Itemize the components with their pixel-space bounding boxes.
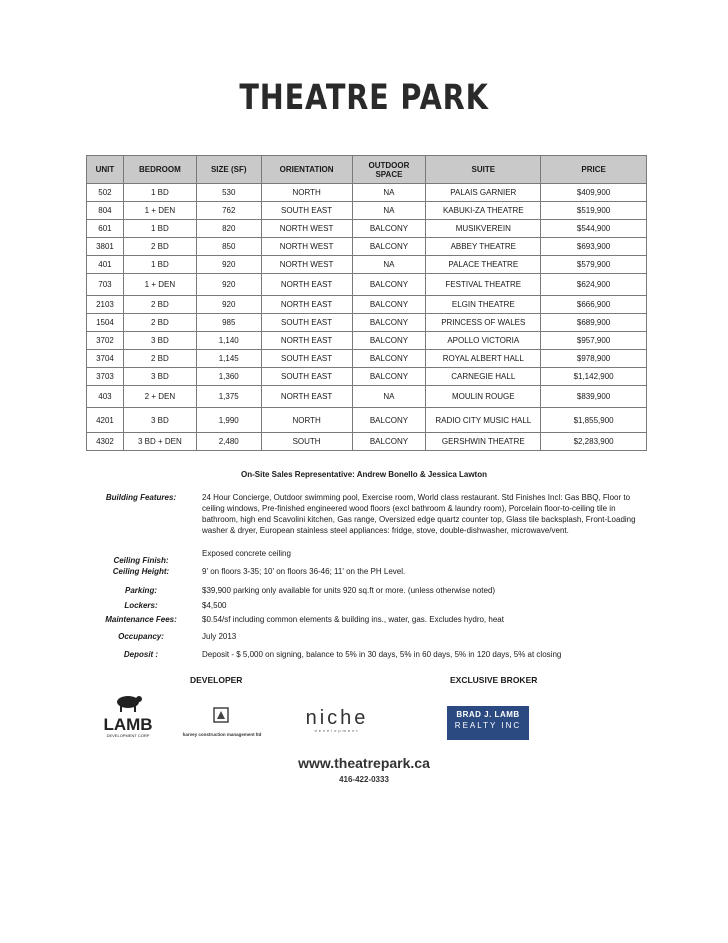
cell-unit: 4302 [87,433,124,451]
header-unit: UNIT [87,156,124,184]
cell-unit: 3704 [87,350,124,368]
cell-orientation: SOUTH EAST [261,314,352,332]
deposit-value: Deposit - $ 5,000 on signing, balance to 5% in 30 days, 5% in 60 days, 5% in 120 days, 5% at closing [202,650,562,659]
cell-orientation: NORTH [261,408,352,433]
header-outdoor-space: OUTDOOR SPACE [352,156,426,184]
cell-orientation: NORTH WEST [261,220,352,238]
table-row [87,433,647,451]
cell-unit: 3801 [87,238,124,256]
cell-suite: APOLLO VICTORIA [426,332,541,350]
cell-price: $666,900 [541,296,647,314]
cell-size: 1,375 [196,386,261,408]
lockers-label: Lockers: [124,601,158,610]
header-orientation: ORIENTATION [261,156,352,184]
cell-size: 1,360 [196,368,261,386]
occupancy-label: Occupancy: [118,632,164,641]
cell-size: 762 [196,202,261,220]
cell-orientation: SOUTH EAST [261,202,352,220]
cell-bedroom: 1 BD [123,220,196,238]
parking-label: Parking: [124,586,157,595]
building-features-value: 24 Hour Concierge, Outdoor swimming pool, Exercise room, World class restaurant. Std Finishes Incl: Gas BBQ, Floor to ceiling windows, Pre-finished engineered wood floors (excl bathroom & laundry room), Porcelain floor-to-ceiling tile in bathroom, high end Scavolini kitchen, Gas range, Oversized edge quartz counter top, Glass tile backsplash, Front-Loading washer & dryer, European stainless steel appliances: fridge, stove, double-dishwasher, microwave/vent. [202,493,636,535]
cell-outdoor-space: NA [352,386,426,408]
cell-orientation: SOUTH EAST [261,368,352,386]
cell-unit: 3702 [87,332,124,350]
cell-bedroom: 3 BD + DEN [123,433,196,451]
cell-bedroom: 1 + DEN [123,202,196,220]
cell-price: $544,900 [541,220,647,238]
cell-outdoor-space: NA [352,256,426,274]
niche-logo [302,708,372,738]
cell-bedroom: 3 BD [123,332,196,350]
table-row [87,386,647,408]
cell-bedroom: 2 BD [123,238,196,256]
developer-label: DEVELOPER [190,675,243,685]
broker-label: EXCLUSIVE BROKER [450,675,538,685]
website-link[interactable]: www.theatrepark.ca [298,755,430,771]
cell-price: $2,283,900 [541,433,647,451]
cell-size: 920 [196,296,261,314]
cell-outdoor-space: NA [352,202,426,220]
cell-price: $693,900 [541,238,647,256]
cell-bedroom: 1 + DEN [123,274,196,296]
building-features-label: Building Features: [105,493,177,502]
cell-orientation: NORTH EAST [261,296,352,314]
cell-bedroom: 3 BD [123,408,196,433]
cell-orientation: NORTH EAST [261,332,352,350]
cell-outdoor-space: BALCONY [352,238,426,256]
ceiling-finish-label: Ceiling Finish: [113,556,169,565]
cell-unit: 4201 [87,408,124,433]
ceiling-height-label: Ceiling Height: [112,567,170,576]
sheep-icon [96,690,160,740]
cell-bedroom: 2 + DEN [123,386,196,408]
cell-outdoor-space: BALCONY [352,368,426,386]
cell-outdoor-space: BALCONY [352,350,426,368]
cell-unit: 502 [87,184,124,202]
cell-suite: MUSIKVEREIN [426,220,541,238]
cell-price: $579,900 [541,256,647,274]
occupancy-value: July 2013 [202,632,237,641]
cell-price: $624,900 [541,274,647,296]
cell-unit: 601 [87,220,124,238]
header-price: PRICE [541,156,647,184]
maintenance-value: $0.54/sf including common elements & building ins., water, gas. Excludes hydro, heat [202,615,504,624]
cell-unit: 2103 [87,296,124,314]
cell-price: $1,855,900 [541,408,647,433]
cell-price: $839,900 [541,386,647,408]
table-row [87,408,647,433]
cell-size: 1,140 [196,332,261,350]
parking-value: $39,900 parking only available for units 920 sq.ft or more. (unless otherwise noted) [202,586,496,595]
niche-logo-subtext: development [314,728,360,733]
units-table [86,155,647,451]
cell-orientation: NORTH [261,184,352,202]
cell-size: 1,145 [196,350,261,368]
cell-unit: 401 [87,256,124,274]
cell-orientation: SOUTH EAST [261,350,352,368]
brad-lamb-realty-logo [447,706,529,740]
cell-price: $689,900 [541,314,647,332]
cell-size: 820 [196,220,261,238]
cell-suite: GERSHWIN THEATRE [426,433,541,451]
cell-size: 920 [196,274,261,296]
cell-size: 850 [196,238,261,256]
cell-bedroom: 1 BD [123,256,196,274]
cell-outdoor-space: BALCONY [352,314,426,332]
cell-bedroom: 2 BD [123,314,196,332]
cell-bedroom: 2 BD [123,350,196,368]
cell-size: 2,480 [196,433,261,451]
cell-suite: CARNEGIE HALL [426,368,541,386]
lamb-logo [96,690,160,740]
cell-price: $409,900 [541,184,647,202]
cell-price: $1,142,900 [541,368,647,386]
table-header-row [87,156,647,184]
cell-orientation: NORTH WEST [261,238,352,256]
cell-price: $957,900 [541,332,647,350]
header-suite: SUITE [426,156,541,184]
table-row [87,184,647,202]
cell-unit: 3703 [87,368,124,386]
cell-suite: PALACE THEATRE [426,256,541,274]
header-bedroom: BEDROOM [123,156,196,184]
harvey-emblem-icon [172,706,272,740]
cell-outdoor-space: BALCONY [352,433,426,451]
ceiling-height-value: 9' on floors 3-35; 10' on floors 36-46; 11' on the PH Level. [202,567,406,576]
cell-price: $519,900 [541,202,647,220]
cell-orientation: NORTH WEST [261,256,352,274]
table-body [87,184,647,451]
cell-suite: PRINCESS OF WALES [426,314,541,332]
cell-bedroom: 3 BD [123,368,196,386]
cell-outdoor-space: NA [352,184,426,202]
harvey-logo-text: harvey construction management ltd [182,732,262,737]
cell-unit: 703 [87,274,124,296]
harvey-logo [172,706,272,740]
ceiling-finish-value: Exposed concrete ceiling [202,549,291,558]
table-row [87,332,647,350]
cell-size: 530 [196,184,261,202]
cell-outdoor-space: BALCONY [352,408,426,433]
sales-representative: On-Site Sales Representative: Andrew Bonello & Jessica Lawton [241,470,487,479]
table-row [87,350,647,368]
table-row [87,274,647,296]
cell-suite: ELGIN THEATRE [426,296,541,314]
maintenance-label: Maintenance Fees: [105,615,177,624]
table-row [87,368,647,386]
cell-orientation: NORTH EAST [261,274,352,296]
cell-suite: KABUKI-ZA THEATRE [426,202,541,220]
page-title: THEATRE PARK [239,78,489,118]
cell-unit: 804 [87,202,124,220]
cell-outdoor-space: BALCONY [352,220,426,238]
cell-unit: 403 [87,386,124,408]
cell-suite: ABBEY THEATRE [426,238,541,256]
cell-size: 920 [196,256,261,274]
table-row [87,220,647,238]
cell-suite: FESTIVAL THEATRE [426,274,541,296]
cell-unit: 1504 [87,314,124,332]
header-size: SIZE (SF) [196,156,261,184]
cell-price: $978,900 [541,350,647,368]
cell-size: 1,990 [196,408,261,433]
table-row [87,256,647,274]
cell-orientation: NORTH EAST [261,386,352,408]
lockers-value: $4,500 [202,601,227,610]
cell-suite: RADIO CITY MUSIC HALL [426,408,541,433]
lamb-logo-text: LAMB [103,715,153,734]
cell-bedroom: 2 BD [123,296,196,314]
cell-suite: MOULIN ROUGE [426,386,541,408]
lamb-logo-subtext: DEVELOPMENT CORP [106,733,150,738]
deposit-label: Deposit : [123,650,159,659]
cell-outdoor-space: BALCONY [352,332,426,350]
cell-suite: PALAIS GARNIER [426,184,541,202]
cell-orientation: SOUTH [261,433,352,451]
phone-number: 416-422-0333 [339,775,389,784]
cell-suite: ROYAL ALBERT HALL [426,350,541,368]
table-row [87,202,647,220]
cell-bedroom: 1 BD [123,184,196,202]
table-row [87,296,647,314]
table-row [87,238,647,256]
cell-outdoor-space: BALCONY [352,274,426,296]
brad-logo-line1: BRAD J. LAMB [456,710,520,719]
niche-logo-text: niche [305,707,369,729]
table-row [87,314,647,332]
brad-logo-line2: REALTY INC [454,721,522,730]
cell-outdoor-space: BALCONY [352,296,426,314]
cell-size: 985 [196,314,261,332]
